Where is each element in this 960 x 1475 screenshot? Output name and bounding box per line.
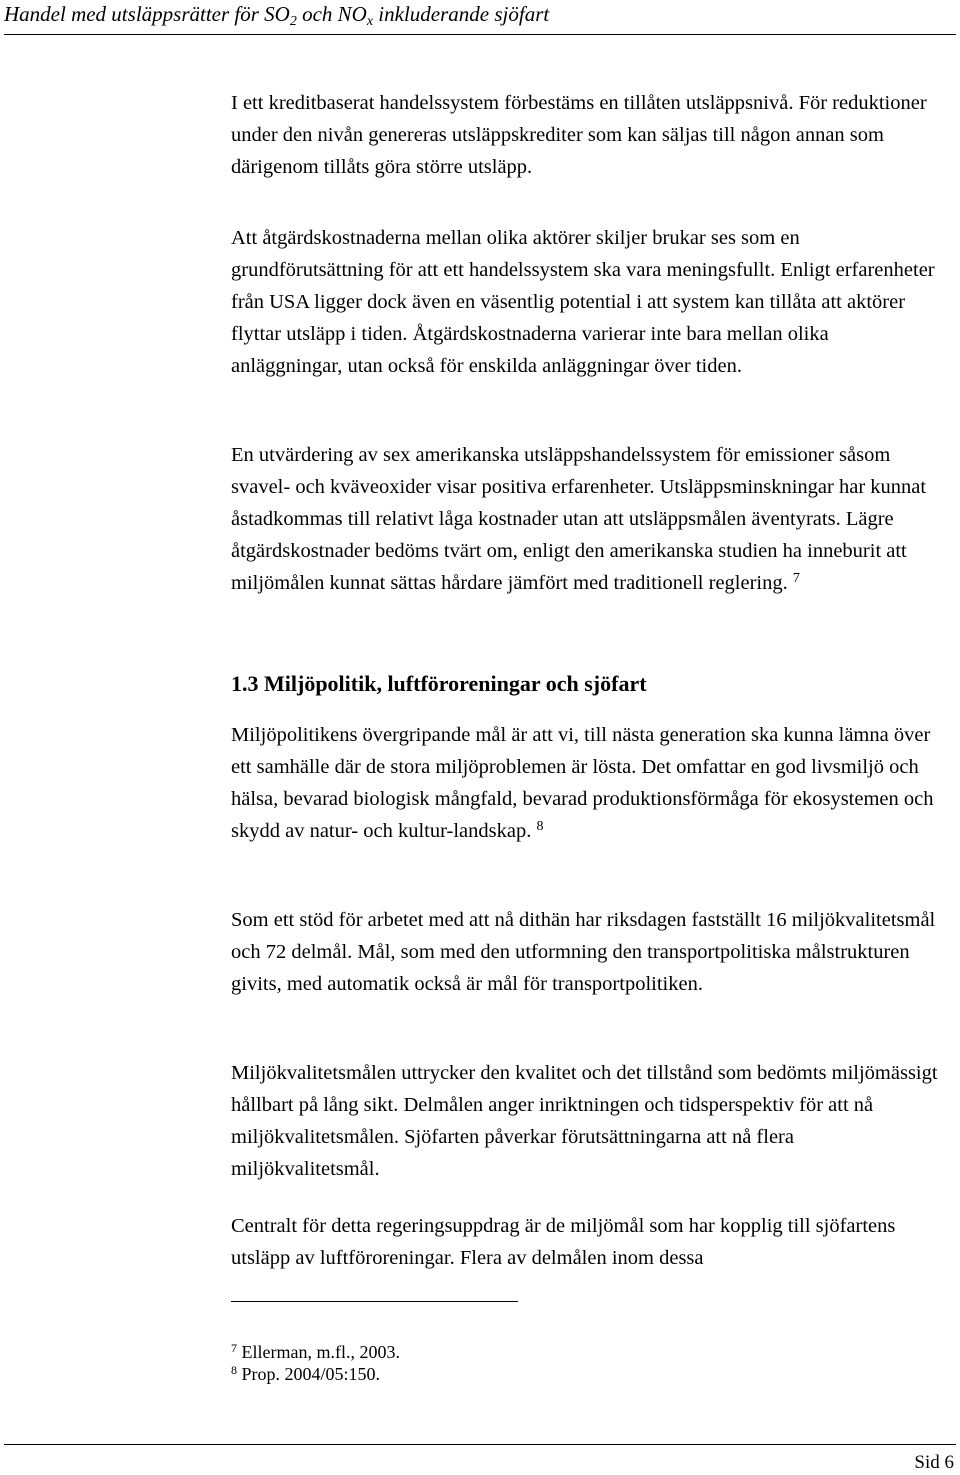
footnote-text: Ellerman, m.fl., 2003. (241, 1342, 400, 1362)
footnote-item (231, 1363, 400, 1385)
footnotes (231, 1341, 400, 1385)
running-header (4, 0, 956, 35)
paragraph-text: Miljökvalitetsmålen uttrycker den kvalitet och det tillstånd som bedömts miljömässigt hållbart på lång sikt. Delmålen anger inriktningen och tidsperspektiv för att nå miljökvalitetsmålen. Sjöfarten påverkar förutsättningarna att nå flera miljökvalitetsmål. (231, 1062, 938, 1180)
paragraph-body: En utvärdering av sex amerikanska utsläppshandelssystem för emissioner såsom svavel- och kväveoxider visar positiva erfarenheter. Utsläppsminskningar har kunnat åstadkommas till relativt låga kostnader utan att utsläppsmålen äventyrats. Lägre åtgärdskostnader bedöms tvärt om, enligt den amerikanska studien ha inneburit att miljömålen kunnat sättas hårdare jämfört med traditionell reglering. (231, 444, 927, 594)
paragraph-abatement-costs (231, 222, 943, 382)
paragraph-text: Centralt för detta regeringsuppdrag är de miljömål som har kopplig till sjöfartens utsläpp av luftföroreningar. Flera av delmålen inom dessa (231, 1215, 896, 1269)
paragraph-text: Som ett stöd för arbetet med att nå dithän har riksdagen fastställt 16 miljökvalitetsmål och 72 delmål. Mål, som med den utformning den transportpolitiska målstrukturen givits, med automatik också är mål för transportpolitiken. (231, 909, 936, 995)
paragraph-text: Att åtgärdskostnaderna mellan olika aktörer skiljer brukar ses som en grundförutsättning för att ett handelssystem ska vara meningsfullt. Enligt erfarenheter från USA ligger dock även en väsentlig potential i att system kan tillåta att aktörer flyttar utsläpp i tiden. Åtgärdskostnaderna varierar inte bara mellan olika anläggningar, utan också för enskilda anläggningar över tiden. (231, 227, 935, 377)
header-title-part3: inkluderande sjöfart (373, 2, 550, 26)
paragraph-credit-based-system (231, 87, 943, 183)
section-heading: 1.3 Miljöpolitik, luftföroreningar och sjöfart (231, 671, 647, 696)
footnote-divider (231, 1301, 518, 1302)
paragraph-text: I ett kreditbaserat handelssystem förbestäms en tillåten utsläppsnivå. För reduktioner under den nivån genereras utsläppskrediter som kan säljas till någon annan som därigenom tillåts göra större utsläpp. (231, 92, 927, 178)
paragraph-quality-goals-expression (231, 1057, 943, 1185)
footnote-ref-7[interactable]: 7 (792, 571, 800, 586)
header-subscript-2: x (366, 14, 374, 29)
footnote-number: 7 (231, 1341, 237, 1355)
paragraph-text (231, 439, 943, 599)
header-subscript-1: 2 (289, 14, 297, 29)
footnote-ref-8[interactable]: 8 (536, 819, 544, 834)
header-title-part1: Handel med utsläppsrätter för SO (4, 2, 290, 26)
paragraph-us-evaluation (231, 439, 943, 599)
footnote-text: Prop. 2004/05:150. (241, 1364, 381, 1384)
paragraph-body: Miljöpolitikens övergripande mål är att vi, till nästa generation ska kunna lämna över ett samhälle där de stora miljöproblemen är lösta. Det omfattar en god livsmiljö och hälsa, bevarad biologisk mångfald, bevarad produktionsförmåga för ekosystemen och skydd av natur- och kultur-landskap. (231, 724, 934, 842)
footnote-number: 8 (231, 1363, 237, 1377)
paragraph-government-assignment (231, 1210, 943, 1274)
paragraph-environmental-policy-goal (231, 719, 943, 847)
footnote-item (231, 1341, 400, 1363)
footer-divider (4, 1444, 956, 1445)
page-number: Sid 6 (914, 1452, 954, 1473)
paragraph-quality-goals (231, 904, 943, 1000)
header-title-part2: och NO (296, 2, 367, 26)
paragraph-text (231, 719, 943, 847)
